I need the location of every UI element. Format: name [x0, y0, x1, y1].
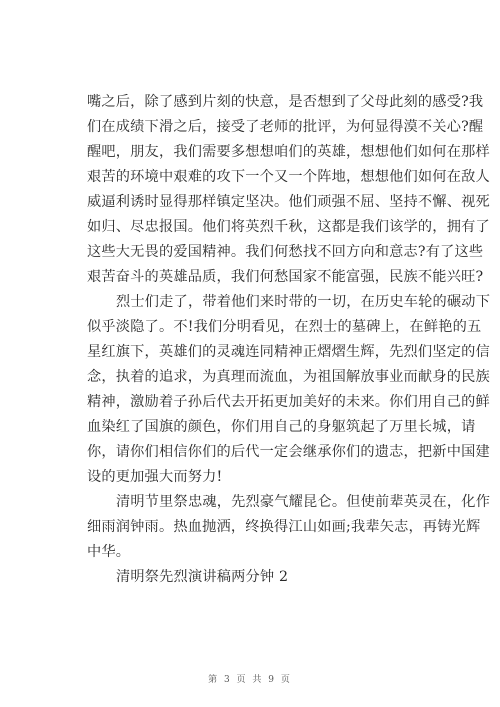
- paragraph-line: 烈士们走了，带着他们来时带的一切，在历史车轮的碾动下: [116, 294, 491, 310]
- page-footer: 第 3 页 共 9 页: [208, 675, 292, 685]
- section-heading: 清明祭先烈演讲稿两分钟 2: [116, 569, 289, 585]
- paragraph-line: 血染红了国旗的颜色，你们用自己的身躯筑起了万里长城，请: [87, 419, 476, 435]
- paragraph-line: 中华。: [87, 544, 131, 560]
- paragraph-line: 艰苦奋斗的英雄品质，我们何愁国家不能富强，民族不能兴旺?: [87, 269, 484, 285]
- paragraph-line: 艰苦的环境中艰难的攻下一个又一个阵地，想想他们如何在敌人: [87, 169, 490, 185]
- paragraph-line: 嘴之后，除了感到片刻的快意，是否想到了父母此刻的感受?我: [87, 94, 484, 110]
- paragraph-line: 设的更加强大而努力!: [87, 469, 223, 485]
- paragraph-line: 星红旗下，英雄们的灵魂连同精神正熠熠生辉，先烈们坚定的信: [87, 344, 490, 360]
- paragraph-line: 威逼利诱时显得那样镇定坚决。他们顽强不屈、坚持不懈、视死: [87, 194, 490, 210]
- paragraph-line: 这些大无畏的爱国精神。我们何愁找不回方向和意志?有了这些: [87, 244, 484, 260]
- paragraph-line: 如归、尽忠报国。他们将英烈千秋，这都是我们该学的，拥有了: [87, 219, 490, 235]
- paragraph-line: 精神，激励着子孙后代去开拓更加美好的未来。你们用自己的鲜: [87, 394, 490, 410]
- paragraph-line: 细雨润钟雨。热血抛洒，终换得江山如画;我辈矢志，再铸光辉: [87, 519, 481, 535]
- paragraph-line: 清明节里祭忠魂，先烈豪气耀昆仑。但使前辈英灵在，化作: [116, 494, 491, 510]
- paragraph-line: 念，执着的追求，为真理而流血，为祖国解放事业而献身的民族: [87, 369, 490, 385]
- paragraph-line: 似乎淡隐了。不!我们分明看见，在烈士的墓碑上，在鲜艳的五: [87, 319, 482, 335]
- paragraph-line: 你，请你们相信你们的后代一定会继承你们的遗志，把新中国建: [87, 444, 490, 460]
- paragraph-line: 们在成绩下滑之后，接受了老师的批评，为何显得漠不关心?醒: [87, 119, 484, 135]
- paragraph-line: 醒吧，朋友，我们需要多想想咱们的英雄，想想他们如何在那样: [87, 144, 490, 160]
